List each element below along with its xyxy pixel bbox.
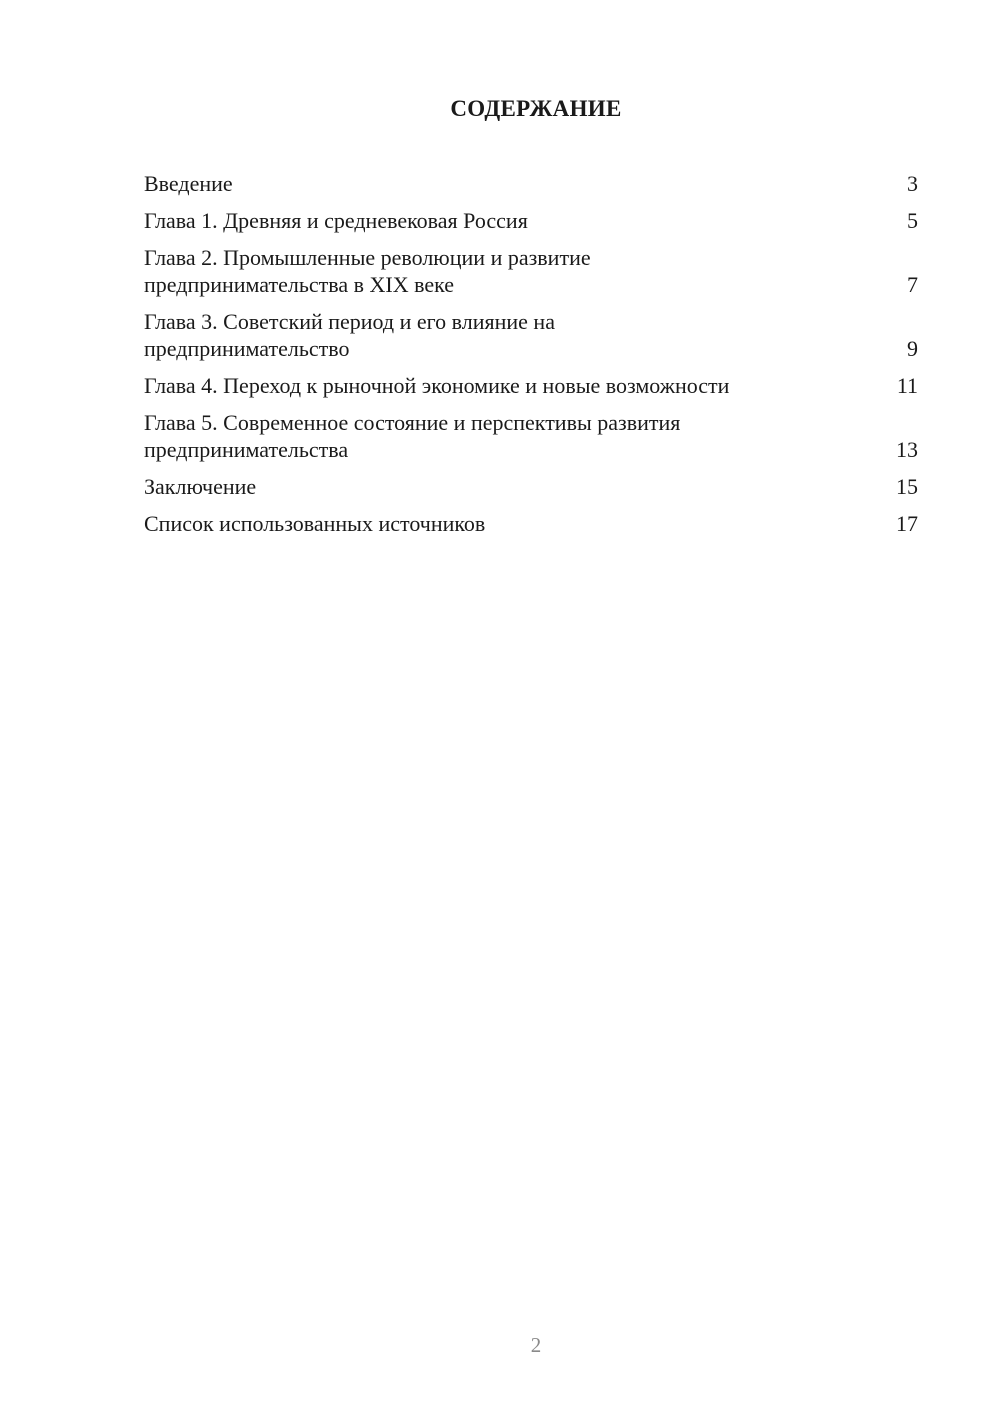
toc-entry-chapter-5 [144,409,918,463]
toc-entry-page: 7 [907,272,918,297]
toc-entry-page: 15 [896,474,918,499]
toc-entry-line: Глава 5. Современное состояние и перспективы развития [144,410,681,435]
toc-entry-text [144,372,897,399]
toc-entry-chapter-3 [144,308,918,362]
toc-entry-page: 9 [907,336,918,361]
toc-entry-text [144,409,896,463]
toc-entry-introduction [144,170,918,197]
toc-entry-references [144,510,918,537]
toc-entry-line: Список использованных источников [144,511,486,536]
toc-entry-text [144,510,896,537]
toc-entry-chapter-2 [144,244,918,298]
toc-entry-page: 3 [907,171,918,196]
toc-entry-text [144,207,907,234]
toc-list [144,170,918,547]
page-number: 2 [530,1333,542,1357]
toc-entry-page: 17 [896,511,918,536]
toc-entry-page: 13 [896,437,918,462]
toc-entry-line: предпринимательство [144,336,350,361]
toc-entry-conclusion [144,473,918,500]
toc-entry-text [144,170,907,197]
toc-entry-page: 5 [907,208,918,233]
toc-title: СОДЕРЖАНИЕ [450,96,622,121]
toc-entry-chapter-4 [144,372,918,399]
toc-entry-text [144,473,896,500]
toc-entry-page: 11 [896,373,918,398]
toc-entry-text [144,244,907,298]
toc-entry-line: Глава 3. Советский период и его влияние на [144,309,555,334]
toc-entry-line: Глава 1. Древняя и средневековая Россия [144,208,528,233]
toc-entry-chapter-1 [144,207,918,234]
toc-entry-line: Заключение [144,474,257,499]
toc-entry-line: Глава 2. Промышленные революции и развитие [144,245,591,270]
toc-entry-line: предпринимательства [144,437,349,462]
toc-entry-line: Глава 4. Переход к рыночной экономике и новые возможности [144,373,730,398]
toc-entry-line: предпринимательства в XIX веке [144,272,455,297]
toc-entry-line: Введение [144,171,233,196]
toc-entry-text [144,308,907,362]
